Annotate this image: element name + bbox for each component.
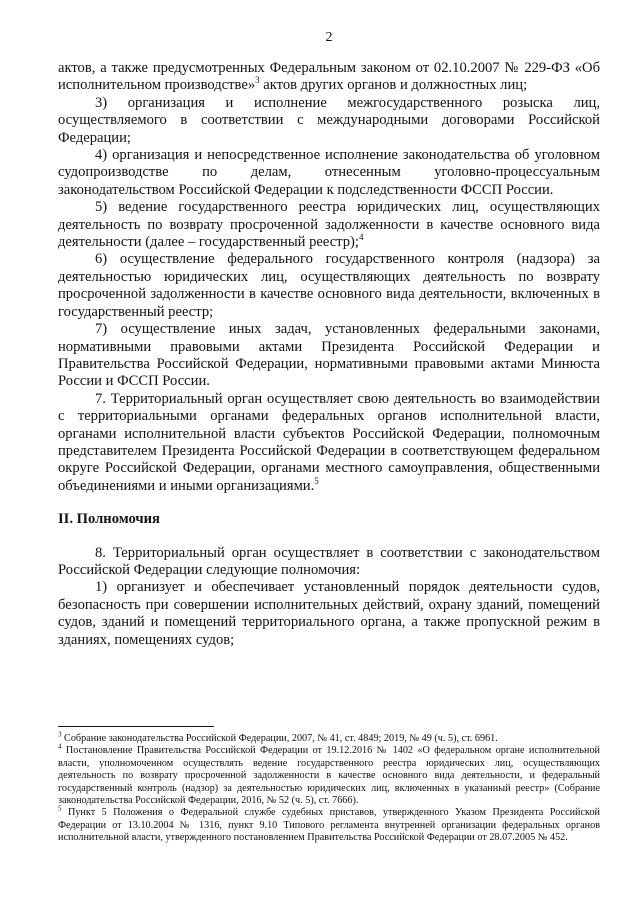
paragraph-clause-7: 7. Территориальный орган осуществляет свою деятельность во взаимодействии с территориальными органами федеральных органов исполнительной власти, органами исполнительной власти субъектов Российской Федерации, полномочным представителем Президента Российской Федерации в соответствующем федеральном округе Российской Федерации, органами местного самоуправления, общественными объединениями и иными организациями.$^5$: [58, 390, 600, 494]
paragraph-item-6: 6) осуществление федерального государственного контроля (надзора) за деятельностью юридических лиц, осуществляющих деятельность по возврату просроченной задолженности в качестве основного вида деятельности, включенных в государственный реестр;: [58, 251, 600, 320]
paragraph-item-3: 3) организация и исполнение межгосударственного розыска лиц, осуществляемого в соответствии с международными договорами Российской Федерации;: [58, 94, 600, 146]
footnote-5: $^5$ Пункт 5 Положения о Федеральной службе судебных приставов, утвержденного Указом Президента Российской Федерации от 13.10.2004 № 1316, пункт 9.10 Типового регламента внутренней организации федеральных органов исполнительной власти, утвержденного постановлением Правительства Российской Федерации от 28.07.2005 № 452.: [58, 805, 600, 844]
footnote-ref: 5: [314, 475, 319, 486]
footnote-4: $^4$ Постановление Правительства Российской Федерации от 19.12.2016 № 1402 «О федеральном органе исполнительной власти, уполномоченном осуществлять ведение государственного реестра юридических лиц, осуществляющих деятельность по возврату просроченной задолженности в качестве основного вида деятельности, и федеральный государственный контроль (надзор) за деятельностью юридических лиц, включенных в указанный реестр» (Собрание законодательства Российской Федерации, 2016, № 52 (ч. 5), ст. 7666).: [58, 743, 600, 807]
footnote-3: $^3$ Собрание законодательства Российской Федерации, 2007, № 41, ст. 4849; 2019, № 49 (ч. 5), ст. 6961.: [58, 730, 498, 744]
paragraph-clause-8: 8. Территориальный орган осуществляет в соответствии с законодательством Российской Федерации следующие полномочия:: [58, 544, 600, 578]
page-number: 2: [325, 30, 333, 45]
footnotes: [58, 726, 600, 845]
paragraph-item-7: 7) осуществление иных задач, установленных федеральными законами, нормативными правовыми актами Президента Российской Федерации и Правительства Российской Федерации, нормативными правовыми актами Минюста России и ФССП России.: [58, 321, 600, 390]
section-title: II. Полномочия: [58, 511, 160, 528]
footnote-ref: 3: [255, 75, 260, 86]
footnote-ref: 4: [358, 232, 364, 243]
paragraph-item-5: 5) ведение государственного реестра юридических лиц, осуществляющих деятельность по возврату просроченной задолженности в качестве основного вида деятельности (далее – государственный реестр);$^4$: [58, 199, 600, 251]
paragraph-continuation: актов, а также предусмотренных Федеральным законом от 02.10.2007 № 229-ФЗ «Об исполнительном производстве»$^3$ актов других органов и должностных лиц;: [58, 60, 600, 94]
footnote-divider: [58, 726, 214, 727]
paragraph-item-4: 4) организация и непосредственное исполнение законодательства об уголовном судопроизводстве по делам, отнесенным уголовно-процессуальным законодательством Российской Федерации к подследственности ФССП России.: [58, 147, 600, 198]
document-body: [58, 60, 600, 649]
paragraph-power-1: 1) организует и обеспечивает установленный порядок деятельности судов, безопасность при совершении исполнительных действий, охрану зданий, помещений судов, зданий и помещений территориального органа, а также пропускной режим в зданиях, помещениях судов;: [58, 579, 600, 648]
